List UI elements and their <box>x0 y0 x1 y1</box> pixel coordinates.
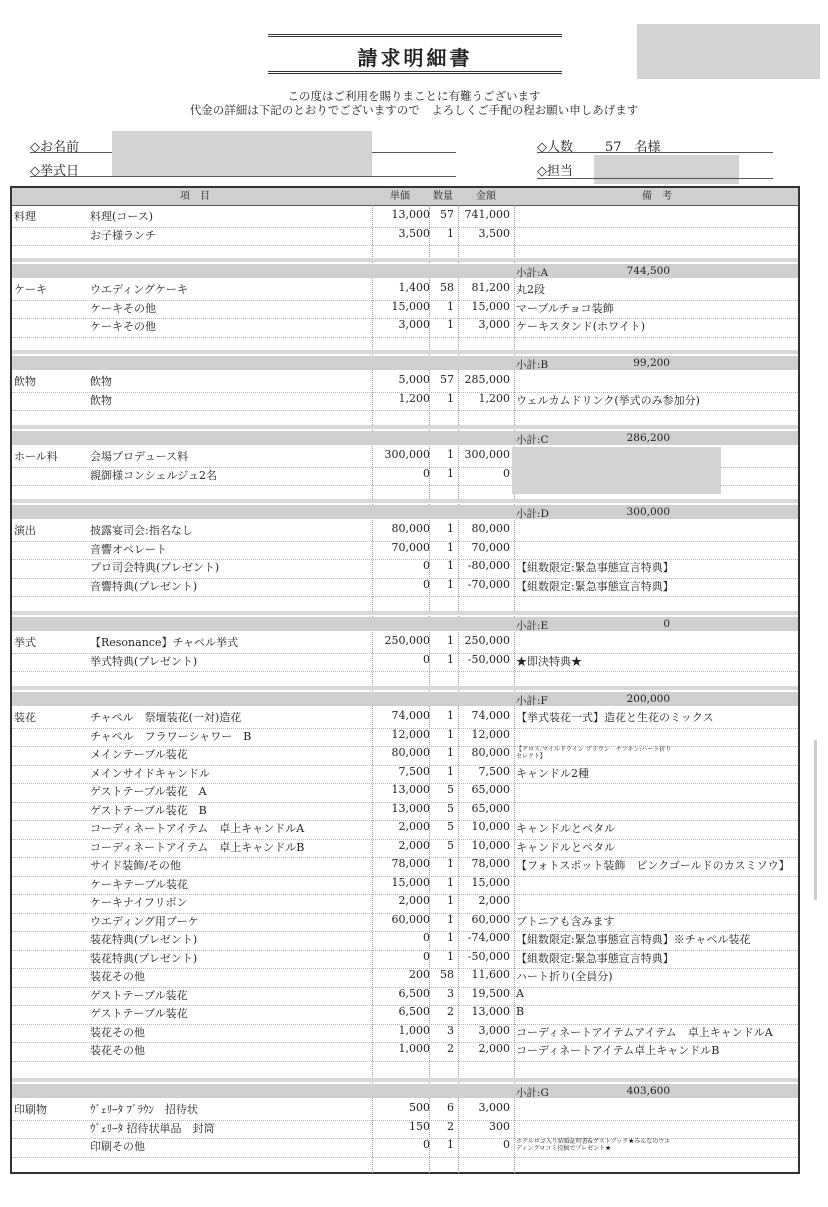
row-amount: 13,000 <box>471 1005 510 1018</box>
row-item: 音響オペレート <box>90 542 167 556</box>
row-qty: 1 <box>447 931 454 944</box>
row-note: 【クロス:マイルドライン ブラウン ナフキン:ハート折りセレクト】 <box>516 746 672 760</box>
row-category: ケーキ <box>14 283 47 296</box>
table-row <box>12 765 798 784</box>
subtotal-value: 99,200 <box>633 357 670 369</box>
row-item: 飲物 <box>90 375 112 388</box>
row-price: 80,000 <box>391 746 430 759</box>
row-price: 1,400 <box>398 281 430 294</box>
row-price: 60,000 <box>391 912 430 926</box>
staff-underline <box>537 178 773 179</box>
row-amount: 300 <box>489 1119 510 1133</box>
row-qty: 1 <box>447 746 454 759</box>
row-amount: 3,000 <box>478 318 510 331</box>
row-qty: 3 <box>447 986 454 1000</box>
row-note: コーディネートアイテムアイテム 卓上キャンドルA <box>516 1025 773 1039</box>
subtotal-value: 300,000 <box>626 506 670 518</box>
row-qty: 1 <box>447 391 454 405</box>
row-note: A <box>516 986 524 1000</box>
table-row <box>12 1101 798 1120</box>
people-label: ◇人数 <box>537 140 573 155</box>
subtotal-label: 小計:B <box>516 359 549 371</box>
row-item: コーディネートアイテム 卓上キャンドルA <box>90 822 305 835</box>
subtotal-row <box>12 264 798 278</box>
row-amount: 65,000 <box>471 801 510 815</box>
row-item: 会場プロデュース料 <box>90 450 189 463</box>
row-item: 装花特典(プレゼント) <box>90 951 198 965</box>
row-price: 78,000 <box>391 857 430 870</box>
header-amount: 金額 <box>476 191 496 202</box>
row-note: ウェルカムドリンク(挙式のみ参加分) <box>516 393 700 407</box>
table-row <box>12 559 798 578</box>
row-qty: 1 <box>447 857 454 870</box>
row-qty: 58 <box>440 968 454 981</box>
subtotal-label: 小計:E <box>516 620 549 632</box>
row-amount: 10,000 <box>471 820 510 833</box>
table-row <box>12 894 798 913</box>
table-row <box>12 281 798 300</box>
row-price: 3,000 <box>398 318 430 331</box>
table-row <box>12 1138 798 1157</box>
row-note: 【組数限定:緊急事態宣言特典】 <box>516 579 674 593</box>
row-qty: 1 <box>447 912 454 926</box>
row-qty: 1 <box>447 634 454 647</box>
row-amount: 285,000 <box>464 373 510 386</box>
row-price: 0 <box>423 466 430 480</box>
row-price: 15,000 <box>391 875 430 889</box>
row-qty: 1 <box>447 299 454 313</box>
row-qty: 1 <box>447 466 454 480</box>
row-amount: 11,600 <box>471 968 510 981</box>
subtotal-row <box>12 505 798 519</box>
intro-line-2: 代金の詳細は下記のとおりでございますので よろしくご手配の程お願い申しあげます <box>189 103 639 117</box>
row-note: ハート折り(全員分) <box>516 970 613 983</box>
row-price: 300,000 <box>384 448 430 461</box>
redacted-staff <box>594 155 739 184</box>
row-note: ホテルロゴ入り結婚証明書&ゲストブック★みんなのウエディングロコミ投稿でプレゼント★ <box>516 1138 671 1152</box>
row-price: 2,000 <box>398 838 430 852</box>
row-amount: -80,000 <box>467 559 510 572</box>
row-divider <box>12 337 798 338</box>
row-qty: 1 <box>447 559 454 572</box>
subtotal-value: 403,600 <box>626 1085 670 1097</box>
row-item: ウエディング用ブーケ <box>90 914 199 928</box>
subtotal-row <box>12 431 798 445</box>
row-price: 12,000 <box>391 727 430 741</box>
row-amount: 250,000 <box>464 634 510 647</box>
table-row <box>12 802 798 821</box>
row-divider <box>12 1061 798 1062</box>
row-price: 0 <box>423 559 430 572</box>
row-price: 13,000 <box>391 208 430 221</box>
people-underline <box>537 152 773 153</box>
row-item: プロ司会特典(プレゼント) <box>90 561 220 574</box>
subtotal-value: 286,200 <box>626 432 670 444</box>
row-price: 500 <box>409 1101 430 1114</box>
header-item: 項 目 <box>180 191 210 202</box>
row-amount: 65,000 <box>471 783 510 796</box>
row-price: 250,000 <box>384 634 430 647</box>
row-category: 挙式 <box>14 636 36 649</box>
row-price: 150 <box>409 1119 430 1133</box>
table-row <box>12 950 798 969</box>
row-qty: 57 <box>440 373 454 386</box>
row-qty: 6 <box>447 1101 454 1114</box>
row-note: 【組数限定:緊急事態宣言特典】 <box>516 561 674 574</box>
row-amount: 74,000 <box>471 709 510 722</box>
intro-line-1: この度はご利用を賜りまことに有難うございます <box>287 89 541 103</box>
row-qty: 2 <box>447 1042 454 1055</box>
row-price: 70,000 <box>391 540 430 554</box>
row-amount: 2,000 <box>478 1042 510 1055</box>
row-qty: 1 <box>447 949 454 963</box>
subtotal-value: 0 <box>663 618 670 630</box>
table-row <box>12 392 798 411</box>
row-item: チャペル 祭壇装花(一対)造花 <box>90 711 242 724</box>
row-item: 印刷その他 <box>90 1140 145 1153</box>
row-amount: 70,000 <box>471 540 510 554</box>
row-qty: 1 <box>447 448 454 461</box>
row-category: 印刷物 <box>14 1103 47 1116</box>
row-category: 演出 <box>14 524 36 537</box>
subtotal-row <box>12 356 798 370</box>
table-row <box>12 1042 798 1061</box>
row-category: 装花 <box>14 711 36 724</box>
row-note: 丸2段 <box>516 283 545 296</box>
row-amount: 15,000 <box>471 299 510 313</box>
row-price: 6,500 <box>398 1005 430 1018</box>
row-qty: 5 <box>447 838 454 852</box>
row-item: 装花その他 <box>90 970 145 983</box>
row-note: 【組数限定:緊急事態宣言特典】※チャペル装花 <box>516 933 751 946</box>
row-divider <box>12 245 798 246</box>
row-qty: 1 <box>447 540 454 554</box>
row-price: 1,200 <box>398 391 430 405</box>
row-amount: -74,000 <box>467 931 510 944</box>
row-amount: 2,000 <box>478 894 510 907</box>
table-row <box>12 709 798 728</box>
table-row <box>12 522 798 541</box>
table-row <box>12 987 798 1006</box>
table-row <box>12 373 798 392</box>
row-note: コーディネートアイテム卓上キャンドルB <box>516 1044 720 1057</box>
table-row <box>12 857 798 876</box>
subtotal-value: 200,000 <box>626 693 670 705</box>
row-amount: 60,000 <box>471 912 510 926</box>
subtotal-label: 小計:C <box>516 434 549 446</box>
row-amount: 80,000 <box>471 746 510 759</box>
header-qty: 数量 <box>433 191 453 202</box>
row-qty: 58 <box>440 281 454 294</box>
row-price: 0 <box>423 931 430 944</box>
row-item: サイド装飾/その他 <box>90 859 181 872</box>
section-gap <box>12 1078 798 1082</box>
row-item: コーディネートアイテム 卓上キャンドルB <box>90 840 305 854</box>
section-gap <box>12 258 798 262</box>
table-row <box>12 300 798 319</box>
row-item: ｳﾞｪﾘｰﾀ 招待状単品 封筒 <box>90 1121 215 1135</box>
subtotal-label: 小計:F <box>516 695 548 707</box>
row-item: ｳﾞｪﾘｰﾀ ﾌﾞﾗｳﾝ 招待状 <box>90 1103 198 1116</box>
table-row <box>12 820 798 839</box>
section-gap <box>12 350 798 354</box>
row-price: 7,500 <box>398 764 430 778</box>
row-item: 飲物 <box>90 393 112 407</box>
row-amount: -50,000 <box>467 949 510 963</box>
row-qty: 2 <box>447 1005 454 1018</box>
row-item: お子様ランチ <box>90 228 156 242</box>
row-divider <box>12 596 798 597</box>
page-title: 請求明細書 <box>357 46 473 70</box>
row-item: メインサイドキャンドル <box>90 766 211 780</box>
table-row <box>12 783 798 802</box>
row-item: ケーキナイフリボン <box>90 896 188 909</box>
row-amount: 7,500 <box>478 764 510 778</box>
table-row <box>12 653 798 672</box>
row-qty: 1 <box>447 652 454 666</box>
row-price: 13,000 <box>391 801 430 815</box>
subtotal-label: 小計:G <box>516 1087 549 1099</box>
table-row <box>12 227 798 246</box>
row-qty: 1 <box>447 226 454 240</box>
date-underline <box>30 176 456 177</box>
row-category: ホール料 <box>14 450 58 463</box>
row-note: ケーキスタンド(ホワイト) <box>516 320 646 333</box>
section-gap <box>12 686 798 690</box>
table-row <box>12 913 798 932</box>
row-qty: 5 <box>447 783 454 796</box>
row-qty: 5 <box>447 801 454 815</box>
table-row <box>12 578 798 597</box>
row-amount: 0 <box>503 1138 510 1151</box>
table-row <box>12 931 798 950</box>
name-label: ◇お名前 <box>30 140 79 155</box>
row-price: 0 <box>423 577 430 591</box>
subtotal-row <box>12 692 798 706</box>
row-note: 【挙式装花一式】造花と生花のミックス <box>516 711 714 724</box>
row-amount: 3,000 <box>478 1101 510 1114</box>
row-amount: 0 <box>503 466 510 480</box>
row-note: キャンドルとペタル <box>516 822 615 835</box>
row-item: 親御様コンシェルジュ2名 <box>90 468 218 482</box>
row-note: キャンドルとペタル <box>516 840 615 854</box>
row-item: 披露宴司会:指名なし <box>90 524 193 537</box>
row-amount: 15,000 <box>471 875 510 889</box>
row-amount: 12,000 <box>471 727 510 741</box>
date-label: ◇挙式日 <box>30 164 79 179</box>
row-divider <box>12 671 798 672</box>
title-frame <box>268 34 562 74</box>
row-item: ゲストテーブル装花 B <box>90 803 207 817</box>
row-amount: -50,000 <box>467 652 510 666</box>
row-amount: 1,200 <box>478 391 510 405</box>
row-item: メインテーブル装花 <box>90 748 188 761</box>
row-price: 200 <box>409 968 430 981</box>
row-item: ゲストテーブル装花 <box>90 1007 188 1020</box>
subtotal-value: 744,500 <box>626 265 670 277</box>
row-price: 0 <box>423 1138 430 1151</box>
row-amount: 19,500 <box>471 986 510 1000</box>
row-price: 80,000 <box>391 522 430 535</box>
row-qty: 57 <box>440 208 454 221</box>
subtotal-row <box>12 617 798 631</box>
row-note: B <box>516 1005 525 1018</box>
row-note: マーブルチョコ装飾 <box>516 301 614 315</box>
row-qty: 1 <box>447 875 454 889</box>
header-price: 単価 <box>390 191 410 202</box>
row-note: キャンドル2種 <box>516 766 589 780</box>
row-price: 3,500 <box>398 226 430 240</box>
section-gap <box>12 611 798 615</box>
row-qty: 1 <box>447 318 454 331</box>
section-gap <box>12 425 798 429</box>
row-price: 2,000 <box>398 894 430 907</box>
row-qty: 5 <box>447 820 454 833</box>
row-qty: 1 <box>447 727 454 741</box>
table-row <box>12 1024 798 1043</box>
table-row <box>12 876 798 895</box>
redacted-note <box>512 447 721 494</box>
header-note: 備 考 <box>642 191 672 202</box>
row-item: 装花その他 <box>90 1044 145 1057</box>
row-note: ★即決特典★ <box>516 654 582 668</box>
table-row <box>12 839 798 858</box>
row-item: ゲストテーブル装花 A <box>90 785 207 798</box>
row-item: ゲストテーブル装花 <box>90 988 188 1002</box>
row-item: チャペル フラワーシャワー B <box>90 729 252 743</box>
row-qty: 3 <box>447 1023 454 1037</box>
subtotal-row <box>12 1084 798 1098</box>
row-price: 15,000 <box>391 299 430 313</box>
table-row <box>12 318 798 337</box>
row-item: ウエディングケーキ <box>90 283 188 296</box>
row-price: 13,000 <box>391 783 430 796</box>
row-item: 料理(コース) <box>90 210 154 223</box>
row-price: 0 <box>423 652 430 666</box>
row-note: 【組数限定:緊急事態宣言特典】 <box>516 951 674 965</box>
row-amount: 3,000 <box>478 1023 510 1037</box>
row-amount: 741,000 <box>464 208 510 221</box>
scrollbar[interactable] <box>814 740 817 900</box>
row-amount: 81,200 <box>471 281 510 294</box>
row-amount: 78,000 <box>471 857 510 870</box>
redacted-name <box>112 131 372 177</box>
row-amount: -70,000 <box>467 577 510 591</box>
row-amount: 3,500 <box>478 226 510 240</box>
row-item: ケーキテーブル装花 <box>90 877 189 891</box>
row-price: 1,000 <box>398 1042 430 1055</box>
subtotal-label: 小計:A <box>516 267 549 279</box>
staff-label: ◇担当 <box>537 164 573 179</box>
row-divider <box>12 410 798 411</box>
row-item: ケーキその他 <box>90 320 156 333</box>
row-price: 74,000 <box>391 709 430 722</box>
table-row <box>12 1120 798 1139</box>
row-item: ケーキその他 <box>90 301 156 315</box>
section-gap <box>12 499 798 503</box>
row-qty: 1 <box>447 709 454 722</box>
row-qty: 1 <box>447 1138 454 1151</box>
row-qty: 2 <box>447 1119 454 1133</box>
row-qty: 1 <box>447 577 454 591</box>
row-amount: 80,000 <box>471 522 510 535</box>
row-qty: 1 <box>447 764 454 778</box>
row-category: 料理 <box>14 210 36 223</box>
row-qty: 1 <box>447 894 454 907</box>
row-amount: 300,000 <box>464 448 510 461</box>
people-value: 57 名様 <box>605 140 661 155</box>
row-price: 1,000 <box>398 1023 430 1037</box>
row-item: 装花その他 <box>90 1025 145 1039</box>
row-category: 飲物 <box>14 375 36 388</box>
table-row <box>12 968 798 987</box>
row-item: 音響特典(プレゼント) <box>90 579 198 593</box>
table-row <box>12 208 798 227</box>
row-price: 5,000 <box>398 373 430 386</box>
row-item: 【Resonance】チャペル挙式 <box>90 636 239 649</box>
row-item: 挙式特典(プレゼント) <box>90 654 198 668</box>
subtotal-label: 小計:D <box>516 508 549 520</box>
table-row <box>12 728 798 747</box>
table-row <box>12 634 798 653</box>
redacted-block <box>637 24 820 79</box>
table-row <box>12 1005 798 1024</box>
row-note: ブトニアも含みます <box>516 914 615 928</box>
row-price: 0 <box>423 949 430 963</box>
table-row <box>12 541 798 560</box>
row-note: 【フォトスポット装飾 ピンクゴールドのカスミソウ】 <box>516 859 790 872</box>
row-divider <box>12 1157 798 1158</box>
row-price: 2,000 <box>398 820 430 833</box>
row-amount: 10,000 <box>471 838 510 852</box>
row-qty: 1 <box>447 522 454 535</box>
table-row <box>12 746 798 765</box>
row-item: 装花特典(プレゼント) <box>90 933 198 946</box>
row-price: 6,500 <box>398 986 430 1000</box>
table-header <box>12 188 798 206</box>
